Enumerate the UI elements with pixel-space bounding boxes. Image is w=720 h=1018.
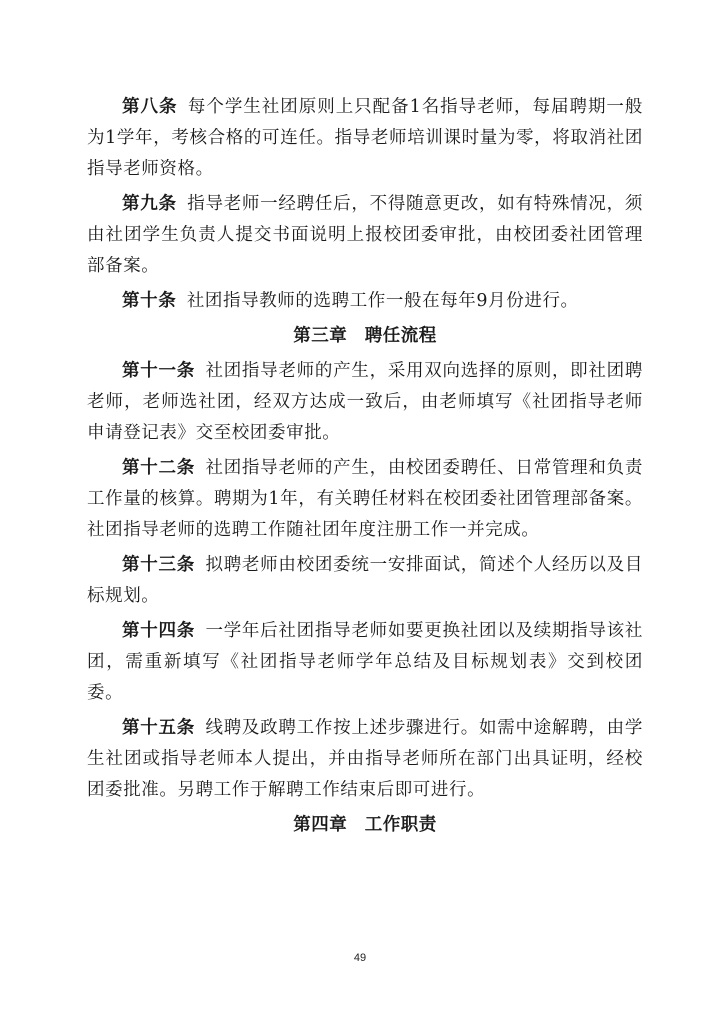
chapter-number: 第四章 [293, 815, 348, 835]
article-number: 第十四条 [122, 621, 195, 641]
article-text: 社团指导老师的产生，由校团委聘任、日常管理和负责工作量的核算。聘期为1年，有关聘任材料在校团委社团管理部备案。社团指导老师的选聘工作随社团年度注册工作一并完成。 [87, 458, 643, 540]
article-14 [87, 616, 643, 709]
article-text: 社团指导老师的产生，采用双向选择的原则，即社团聘老师，老师选社团，经双方达成一致后，由老师填写《社团指导老师申请登记表》交至校团委审批。 [87, 361, 643, 443]
article-10 [87, 286, 643, 317]
page-number: 49 [353, 952, 367, 964]
chapter-heading-3 [87, 321, 643, 352]
article-text: 拟聘老师由校团委统一安排面试，简述个人经历以及目标规划。 [87, 555, 643, 606]
article-text: 一学年后社团指导老师如要更换社团以及续期指导该社团，需重新填写《社团指导老师学年总结及目标规划表》交到校团委。 [87, 621, 643, 703]
article-11 [87, 356, 643, 449]
document-body [87, 92, 643, 845]
article-number: 第九条 [122, 194, 177, 214]
chapter-title: 聘任流程 [364, 326, 437, 346]
article-text: 指导老师一经聘任后，不得随意更改，如有特殊情况，须由社团学生负责人提交书面说明上报校团委审批，由校团委社团管理部备案。 [87, 194, 643, 276]
article-12 [87, 453, 643, 546]
article-text: 社团指导教师的选聘工作一般在每年9月份进行。 [186, 291, 579, 311]
article-number: 第十二条 [122, 458, 195, 478]
article-9 [87, 189, 643, 282]
chapter-number: 第三章 [293, 326, 348, 346]
chapter-heading-4 [87, 810, 643, 841]
article-number: 第十五条 [122, 718, 195, 738]
article-number: 第十一条 [122, 361, 195, 381]
chapter-title: 工作职责 [364, 815, 437, 835]
article-8 [87, 92, 643, 185]
article-number: 第十三条 [122, 555, 195, 575]
article-text: 每个学生社团原则上只配备1名指导老师，每届聘期一般为1学年，考核合格的可连任。指导老师培训课时量为零，将取消社团指导老师资格。 [87, 97, 643, 179]
article-number: 第十条 [122, 291, 177, 311]
article-text: 线聘及政聘工作按上述步骤进行。如需中途解聘，由学生社团或指导老师本人提出，并由指导老师所在部门出具证明，经校团委批准。另聘工作于解聘工作结束后即可进行。 [87, 718, 643, 800]
article-15 [87, 713, 643, 806]
article-13 [87, 550, 643, 612]
article-number: 第八条 [122, 97, 178, 117]
